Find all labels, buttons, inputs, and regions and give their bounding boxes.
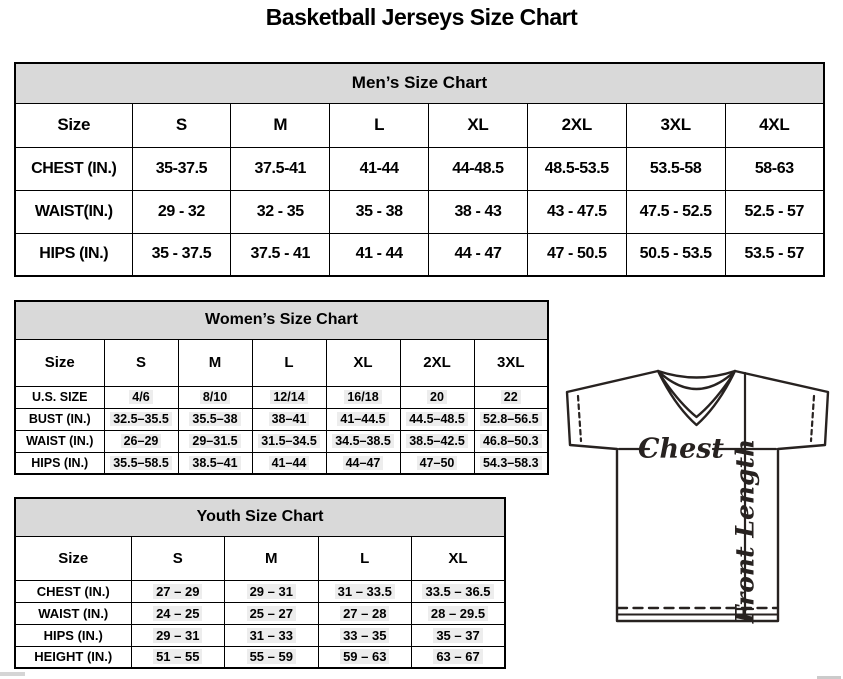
womens-table-row <box>15 430 548 452</box>
size-cell <box>131 624 225 646</box>
size-cell <box>132 190 231 233</box>
size-cell <box>626 190 725 233</box>
womens-col-header: 2XL <box>400 339 474 386</box>
size-value: 63 – 67 <box>433 649 482 664</box>
size-value: 38–41 <box>269 412 310 426</box>
size-value: 29 – 31 <box>153 628 202 643</box>
size-value: 35 – 37 <box>433 628 482 643</box>
size-value: 29 - 32 <box>157 202 205 220</box>
mens-table <box>14 62 825 277</box>
size-cell <box>474 430 548 452</box>
size-cell <box>330 190 429 233</box>
size-cell <box>231 147 330 190</box>
size-value: 33 – 35 <box>340 628 389 643</box>
row-label: CHEST (IN.) <box>15 580 131 602</box>
size-cell <box>326 386 400 408</box>
size-cell <box>326 452 400 474</box>
size-value: 47 - 50.5 <box>547 245 607 263</box>
size-cell <box>104 430 178 452</box>
size-value: 16/18 <box>344 390 381 404</box>
mens-col-header: 2XL <box>527 103 626 147</box>
size-cell <box>252 430 326 452</box>
youth-col-header: L <box>318 536 412 580</box>
jersey-measurement-diagram <box>560 362 832 626</box>
womens-col-header: M <box>178 339 252 386</box>
size-value: 27 – 28 <box>340 606 389 621</box>
size-value: 52.5 - 57 <box>744 202 805 220</box>
womens-table-row <box>15 386 548 408</box>
size-value: 26–29 <box>121 434 162 448</box>
size-cell <box>225 602 319 624</box>
size-cell <box>252 386 326 408</box>
size-value: 48.5-53.5 <box>544 159 609 177</box>
size-cell <box>626 233 725 276</box>
size-value: 44–47 <box>343 456 384 470</box>
mens-table-row <box>15 190 824 233</box>
size-cell <box>412 646 506 668</box>
womens-col-header: S <box>104 339 178 386</box>
size-cell <box>429 233 528 276</box>
womens-table-row <box>15 408 548 430</box>
size-cell <box>429 190 528 233</box>
youth-col-header: S <box>131 536 225 580</box>
size-cell <box>178 430 252 452</box>
size-cell <box>225 624 319 646</box>
size-value: 32.5–35.5 <box>110 412 172 426</box>
size-cell <box>225 646 319 668</box>
size-cell <box>400 386 474 408</box>
mens-size-header: Size <box>15 103 132 147</box>
size-value: 22 <box>501 390 521 404</box>
size-value: 29–31.5 <box>189 434 240 448</box>
size-cell <box>400 430 474 452</box>
size-value: 12/14 <box>270 390 307 404</box>
size-value: 41-44 <box>359 159 399 177</box>
size-cell <box>132 233 231 276</box>
youth-table-row <box>15 602 505 624</box>
size-cell <box>252 408 326 430</box>
size-value: 37.5-41 <box>254 159 306 177</box>
size-cell <box>330 147 429 190</box>
womens-col-header: XL <box>326 339 400 386</box>
size-value: 41 - 44 <box>355 245 403 263</box>
size-cell <box>527 233 626 276</box>
size-cell <box>474 452 548 474</box>
size-value: 41–44.5 <box>337 412 388 426</box>
womens-table-row <box>15 452 548 474</box>
size-value: 51 – 55 <box>153 649 202 664</box>
size-cell <box>725 233 824 276</box>
womens-size-header: Size <box>15 339 104 386</box>
youth-col-header: M <box>225 536 319 580</box>
size-value: 59 – 63 <box>340 649 389 664</box>
size-cell <box>326 430 400 452</box>
womens-table-title: Women’s Size Chart <box>15 301 548 339</box>
size-cell <box>252 452 326 474</box>
size-cell <box>527 147 626 190</box>
mens-header-row <box>15 103 824 147</box>
size-cell <box>132 147 231 190</box>
size-cell <box>318 580 412 602</box>
row-label: WAIST(IN.) <box>15 190 132 233</box>
size-cell <box>725 147 824 190</box>
size-cell <box>131 580 225 602</box>
size-value: 38.5–42.5 <box>406 434 468 448</box>
size-value: 32 - 35 <box>256 202 304 220</box>
size-value: 31 – 33 <box>247 628 296 643</box>
row-label: CHEST (IN.) <box>15 147 132 190</box>
size-value: 47.5 - 52.5 <box>639 202 712 220</box>
youth-table-row <box>15 580 505 602</box>
mens-col-header: XL <box>429 103 528 147</box>
size-value: 52.8–56.5 <box>480 412 542 426</box>
row-label: HIPS (IN.) <box>15 452 104 474</box>
size-cell <box>104 408 178 430</box>
mens-col-header: M <box>231 103 330 147</box>
size-value: 53.5-58 <box>649 159 702 177</box>
size-value: 47–50 <box>417 456 458 470</box>
size-cell <box>318 624 412 646</box>
mens-col-header: 4XL <box>725 103 824 147</box>
size-value: 31.5–34.5 <box>258 434 320 448</box>
youth-table <box>14 497 506 669</box>
size-value: 31 – 33.5 <box>335 584 395 599</box>
youth-table-row <box>15 624 505 646</box>
size-value: 53.5 - 57 <box>744 245 805 263</box>
size-cell <box>400 452 474 474</box>
front-length-label: Front Length <box>730 438 760 624</box>
size-cell <box>326 408 400 430</box>
size-value: 20 <box>427 390 447 404</box>
size-value: 50.5 - 53.5 <box>639 245 712 263</box>
size-value: 34.5–38.5 <box>332 434 394 448</box>
size-value: 28 – 29.5 <box>428 606 488 621</box>
size-value: 29 – 31 <box>247 584 296 599</box>
jersey-outline <box>567 371 828 621</box>
size-cell <box>626 147 725 190</box>
size-value: 37.5 - 41 <box>250 245 311 263</box>
size-value: 41–44 <box>269 456 310 470</box>
scrollbar-fragment-left[interactable] <box>0 672 25 676</box>
mens-col-header: S <box>132 103 231 147</box>
youth-col-header: XL <box>412 536 506 580</box>
womens-col-header: 3XL <box>474 339 548 386</box>
size-value: 44 - 47 <box>454 245 502 263</box>
size-cell <box>231 233 330 276</box>
size-cell <box>527 190 626 233</box>
row-label: U.S. SIZE <box>15 386 104 408</box>
size-cell <box>474 386 548 408</box>
size-value: 38 - 43 <box>454 202 502 220</box>
size-cell <box>178 408 252 430</box>
size-value: 55 – 59 <box>247 649 296 664</box>
size-value: 35-37.5 <box>155 159 208 177</box>
size-cell <box>178 452 252 474</box>
size-value: 58-63 <box>754 159 794 177</box>
row-label: HIPS (IN.) <box>15 233 132 276</box>
size-value: 27 – 29 <box>153 584 202 599</box>
womens-size-table <box>14 300 549 475</box>
size-cell <box>318 646 412 668</box>
size-value: 8/10 <box>200 390 230 404</box>
chest-label: Chest <box>638 433 724 465</box>
size-value: 44-48.5 <box>452 159 504 177</box>
mens-table-row <box>15 147 824 190</box>
womens-col-header: L <box>252 339 326 386</box>
size-cell <box>412 580 506 602</box>
youth-table-row <box>15 646 505 668</box>
mens-col-header: L <box>330 103 429 147</box>
womens-table <box>14 300 549 475</box>
size-cell <box>429 147 528 190</box>
size-value: 38.5–41 <box>189 456 240 470</box>
size-cell <box>104 452 178 474</box>
size-value: 54.3–58.3 <box>480 456 542 470</box>
row-label: WAIST (IN.) <box>15 430 104 452</box>
size-value: 35 - 37.5 <box>151 245 212 263</box>
size-value: 43 - 47.5 <box>547 202 607 220</box>
mens-size-table <box>14 62 825 277</box>
row-label: WAIST (IN.) <box>15 602 131 624</box>
size-cell <box>225 580 319 602</box>
youth-size-header: Size <box>15 536 131 580</box>
size-value: 25 – 27 <box>247 606 296 621</box>
youth-header-row <box>15 536 505 580</box>
size-value: 35 - 38 <box>355 202 403 220</box>
row-label: HEIGHT (IN.) <box>15 646 131 668</box>
size-cell <box>231 190 330 233</box>
mens-col-header: 3XL <box>626 103 725 147</box>
row-label: BUST (IN.) <box>15 408 104 430</box>
size-cell <box>104 386 178 408</box>
size-value: 35.5–38 <box>189 412 240 426</box>
mens-table-title: Men’s Size Chart <box>15 63 824 103</box>
size-cell <box>178 386 252 408</box>
size-value: 4/6 <box>129 390 152 404</box>
size-value: 46.8–50.3 <box>480 434 542 448</box>
size-value: 24 – 25 <box>153 606 202 621</box>
size-value: 35.5–58.5 <box>110 456 172 470</box>
size-cell <box>412 602 506 624</box>
size-cell <box>474 408 548 430</box>
size-value: 44.5–48.5 <box>406 412 468 426</box>
size-cell <box>318 602 412 624</box>
size-cell <box>725 190 824 233</box>
mens-table-row <box>15 233 824 276</box>
size-cell <box>412 624 506 646</box>
size-cell <box>131 646 225 668</box>
youth-table-title: Youth Size Chart <box>15 498 505 536</box>
size-value: 33.5 – 36.5 <box>422 584 493 599</box>
page-title: Basketball Jerseys Size Chart <box>265 4 578 30</box>
size-cell <box>400 408 474 430</box>
youth-size-table <box>14 497 506 669</box>
womens-header-row <box>15 339 548 386</box>
size-cell <box>330 233 429 276</box>
row-label: HIPS (IN.) <box>15 624 131 646</box>
size-cell <box>131 602 225 624</box>
